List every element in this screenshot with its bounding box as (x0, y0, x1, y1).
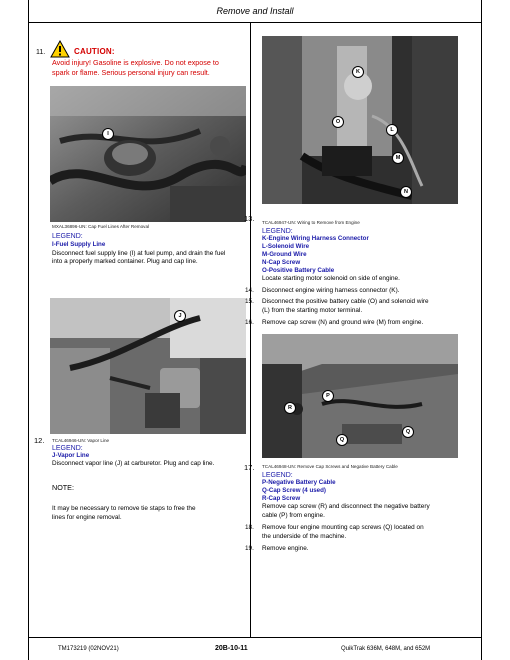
photo-caption-wiring: TCAL46947-UN: Wiring to Remove from Engine (262, 220, 360, 225)
step-18-text-1: Remove four engine mounting cap screws (Q) located on (262, 524, 424, 531)
step-14-number: 14. (245, 287, 254, 294)
legend-item: L-Solenoid Wire (262, 243, 310, 250)
callout-J: J (174, 310, 186, 322)
step-19-number: 19. (245, 545, 254, 552)
step-17-number: 17. (244, 463, 255, 472)
callout-P: P (322, 390, 334, 402)
caution-label: CAUTION: (74, 47, 115, 56)
callout-I: I (102, 128, 114, 140)
footer-rule (28, 637, 482, 638)
callout-Q-1: Q (336, 434, 348, 446)
callout-M: M (392, 152, 404, 164)
footer-model-names: QuikTrak 636M, 648M, and 652M (341, 646, 431, 652)
header-rule (28, 22, 482, 23)
step-19-text: Remove engine. (262, 545, 309, 552)
step-11-text-2: into a properly marked container. Plug and cap line. (52, 258, 198, 265)
legend-item: I-Fuel Supply Line (52, 241, 106, 248)
legend-item: Q-Cap Screw (4 used) (262, 487, 326, 494)
note-text-2: lines for engine removal. (52, 514, 122, 521)
vapor-line-photo (50, 298, 246, 434)
step-12-number: 12. (34, 436, 45, 445)
legend-item: K-Engine Wiring Harness Connector (262, 235, 369, 242)
legend-item: P-Negative Battery Cable (262, 479, 336, 486)
legend-item: J-Vapor Line (52, 452, 90, 459)
step-13-text: Locate starting motor solenoid on side of engine. (262, 275, 400, 282)
step-16-text: Remove cap screw (N) and ground wire (M) from engine. (262, 319, 424, 326)
step-14-text: Disconnect engine wiring harness connector (K). (262, 287, 400, 294)
note-text-1: It may be necessary to remove tie staps to free the (52, 505, 196, 512)
step-18-text-2: the underside of the machine. (262, 533, 347, 540)
photo-caption-fuel-lines: MXAL36896-UN: Cap Fuel Lines After Removal (52, 224, 150, 229)
legend-item: M-Ground Wire (262, 251, 307, 258)
frame-left-rule (28, 0, 29, 660)
step-13-number: 13. (244, 214, 255, 223)
legend-item: O-Positive Battery Cable (262, 267, 335, 274)
step-17-text-2: cable (P) from engine. (262, 512, 325, 519)
footer-page-number: 20B-10-11 (215, 645, 248, 652)
caution-line-1: Avoid injury! Gasoline is explosive. Do not expose to (52, 58, 219, 67)
callout-Q-2: Q (402, 426, 414, 438)
step-11-number: 11. (36, 49, 46, 56)
legend-item: R-Cap Screw (262, 495, 301, 502)
battery-cable-photo (262, 334, 458, 458)
step-12-text: Disconnect vapor line (J) at carburetor. Plug and cap line. (52, 460, 215, 467)
photo-caption-vapor-line: TCAL46946-UN: Vapor Line (52, 438, 110, 443)
callout-R: R (284, 402, 296, 414)
photo-caption-battery: TCAL46948-UN: Remove Cap Screws and Negative Battery Cable (262, 464, 398, 469)
note-label: NOTE: (52, 483, 74, 492)
step-18-number: 18. (245, 524, 254, 531)
warning-triangle-icon (50, 40, 70, 58)
legend-title: LEGEND: (52, 233, 83, 240)
legend-item: N-Cap Screw (262, 259, 301, 266)
step-11-text-1: Disconnect fuel supply line (I) at fuel pump, and drain the fuel (52, 250, 226, 257)
callout-L: L (386, 124, 398, 136)
legend-title: LEGEND: (262, 472, 293, 479)
footer-doc-id: TM173219 (02NOV21) (58, 646, 119, 652)
step-15-text-2: (L) from the starting motor terminal. (262, 307, 363, 314)
fuel-line-photo (50, 86, 246, 222)
step-15-text-1: Disconnect the positive battery cable (O) and solenoid wire (262, 298, 429, 305)
page-title: Remove and Install (216, 6, 294, 16)
step-16-number: 16. (245, 319, 254, 326)
legend-title: LEGEND: (262, 228, 293, 235)
legend-title: LEGEND: (52, 445, 83, 452)
step-15-number: 15. (245, 298, 254, 305)
callout-O: O (332, 116, 344, 128)
callout-N: N (400, 186, 412, 198)
callout-K: K (352, 66, 364, 78)
step-17-text-1: Remove cap screw (R) and disconnect the negative battery (262, 503, 430, 510)
caution-line-2: spark or flame. Serious personal injury can result. (52, 68, 210, 77)
starter-wiring-photo (262, 36, 458, 204)
frame-right-rule (481, 0, 482, 660)
